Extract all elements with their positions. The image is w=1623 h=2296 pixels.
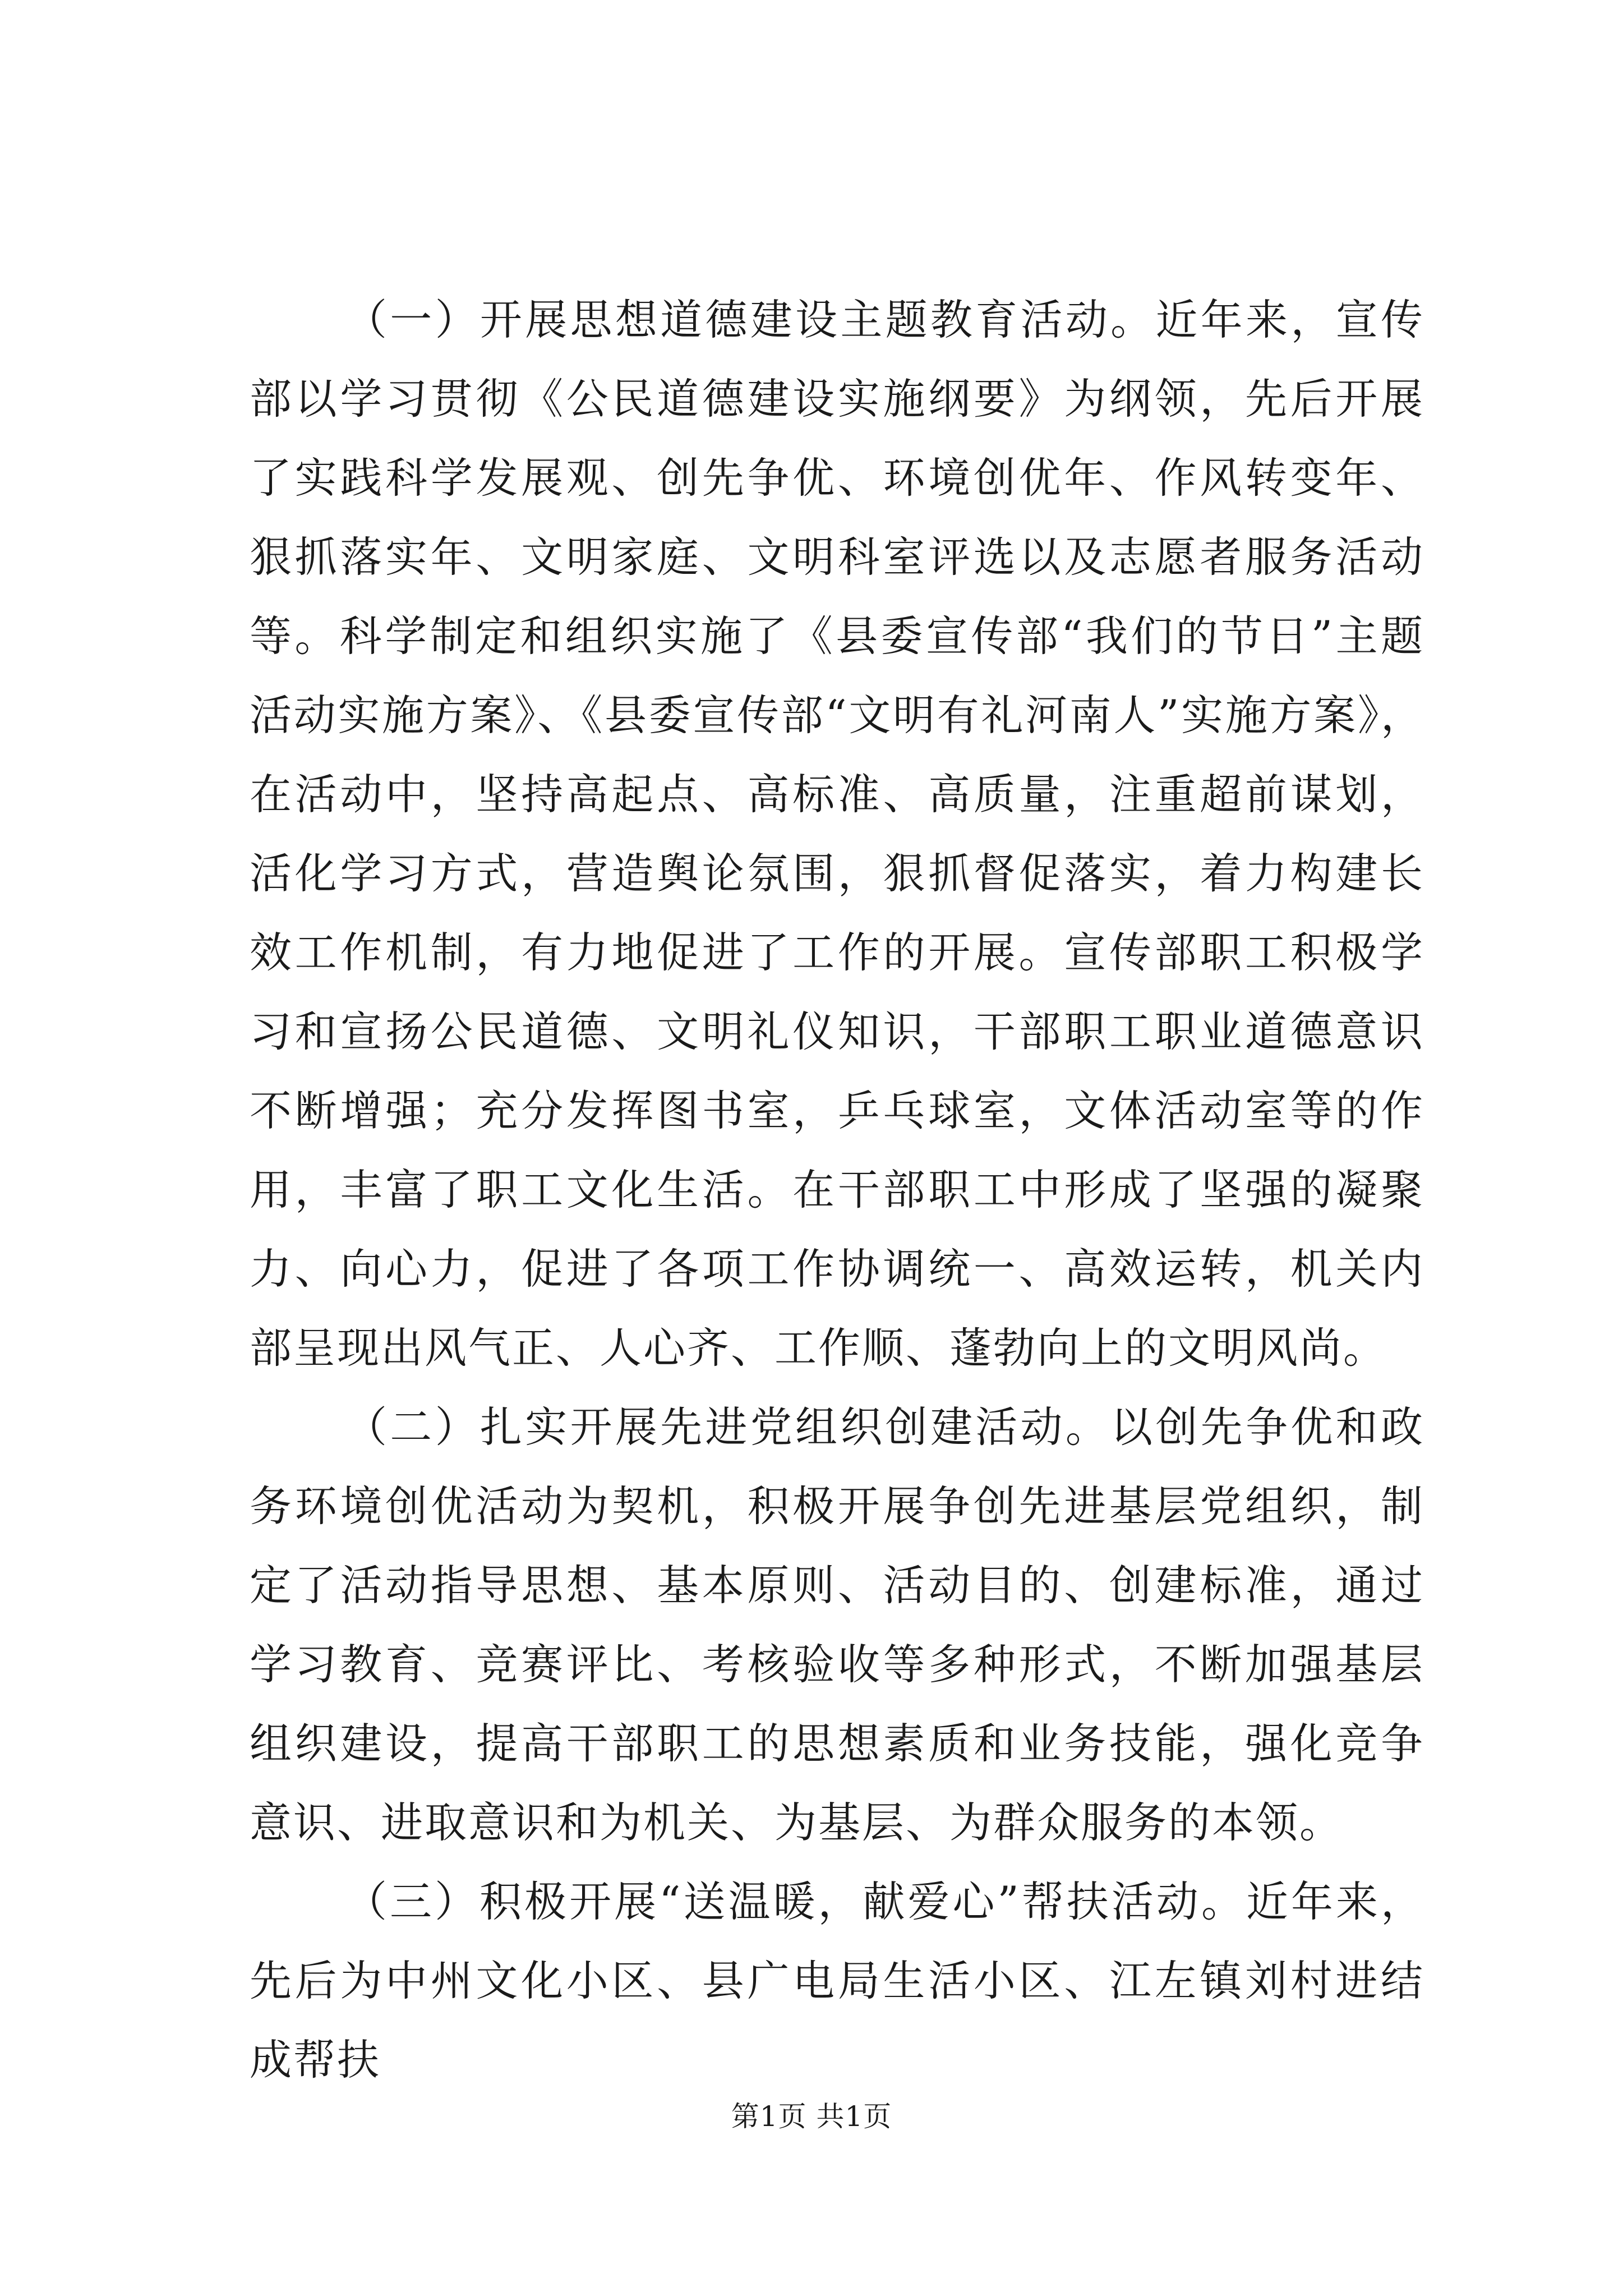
paragraph-1: （一）开展思想道德建设主题教育活动。近年来，宣传部以学习贯彻《公民道德建设实施纲要》为纲领，先后开展了实践科学发展观、创先争优、环境创优年、作风转变年、狠抓落实年、文明家庭、文明科室评选以及志愿者服务活动等。科学制定和组织实施了《县委宣传部“我们的节日”主题活动实施方案》、《县委宣传部“文明有礼河南人”实施方案》，在活动中，坚持高起点、高标准、高质量，注重超前谋划，活化学习方式，营造舆论氛围，狠抓督促落实，着力构建长效工作机制，有力地促进了工作的开展。宣传部职工积极学习和宣扬公民道德、文明礼仪知识，干部职工职业道德意识不断增强；充分发挥图书室，乒乓球室，文体活动室等的作用，丰富了职工文化生活。在干部职工中形成了坚强的凝聚力、向心力，促进了各项工作协调统一、高效运转，机关内部呈现出风气正、人心齐、工作顺、蓬勃向上的文明风尚。 (250, 295, 1424, 1373)
page-footer: 第1页 共1页 (731, 2100, 892, 2133)
document-body (250, 280, 1424, 2100)
paragraph-2: （二）扎实开展先进党组织创建活动。以创先争优和政务环境创优活动为契机，积极开展争创先进基层党组织，制定了活动指导思想、基本原则、活动目的、创建标准，通过学习教育、竞赛评比、考核验收等多种形式，不断加强基层组织建设，提高干部职工的思想素质和业务技能，强化竞争意识、进取意识和为机关、为基层、为群众服务的本领。 (250, 1402, 1424, 1847)
paragraph-3: （三）积极开展“送温暖，献爱心”帮扶活动。近年来，先后为中州文化小区、县广电局生活小区、江左镇刘村进结成帮扶 (250, 1877, 1424, 2085)
